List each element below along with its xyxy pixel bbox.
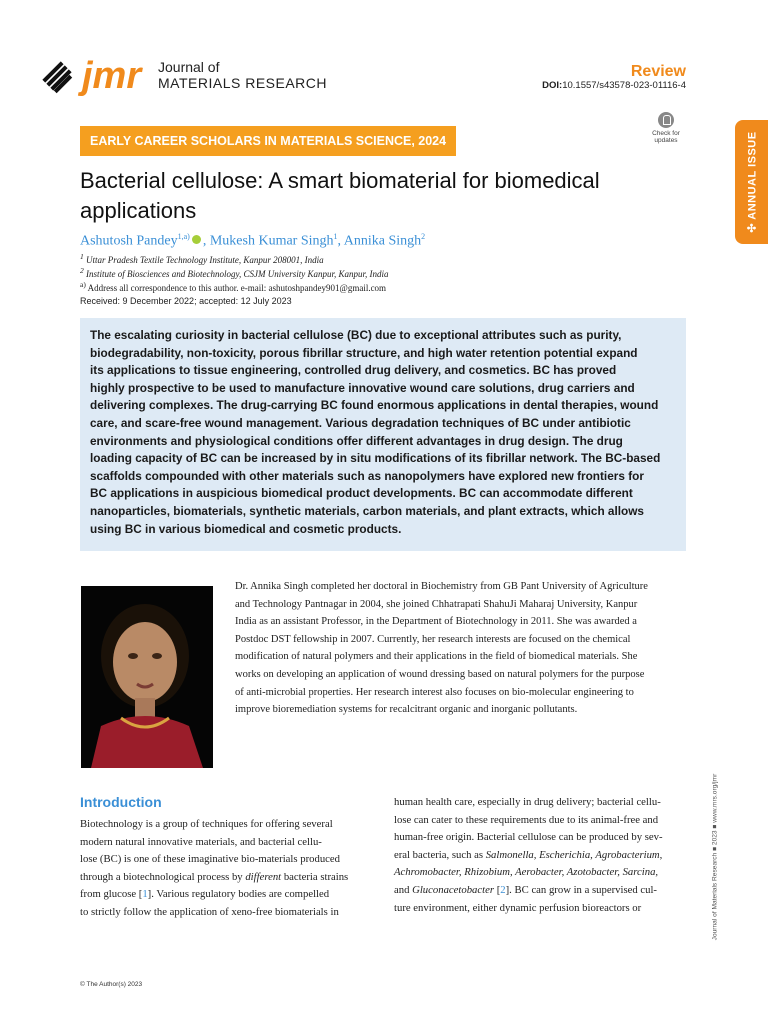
jmr-logo bbox=[38, 48, 158, 104]
author-name[interactable]: Mukesh Kumar Singh bbox=[209, 233, 334, 249]
bio-line: of anti-microbial properties. Her research interest also focuses on bio-molecular engineering to bbox=[235, 686, 634, 698]
author-list: Ashutosh Pandey$^{1,a)}$ , Mukesh Kumar Singh$^1$, Annika Singh$^2$ bbox=[80, 232, 426, 249]
body-line: Achromobacter, Rhizobium, Aerobacter, Azotobacter, Sarcina, bbox=[394, 866, 659, 879]
citation-link[interactable]: 2 bbox=[500, 883, 506, 896]
author-photo bbox=[81, 586, 213, 768]
bookmark-icon bbox=[658, 112, 674, 128]
copyright: © The Author(s) 2023 bbox=[80, 981, 143, 988]
journal-name-line2: MATERIALS RESEARCH bbox=[158, 75, 327, 91]
body-line: from glucose [1]. Various regulatory bodies are compelled bbox=[80, 888, 330, 901]
abstract-line: biodegradability, non-toxicity, porous fibrillar structure, and high water retention potential expand bbox=[90, 345, 638, 360]
check-for-updates-badge[interactable] bbox=[646, 112, 686, 148]
bio-line: Dr. Annika Singh completed her doctoral in Biochemistry from GB Pant University of Agriculture bbox=[235, 581, 648, 592]
affiliation: $^2$ Institute of Biosciences and Biotechnology, CSJM University Kanpur, Kanpur, India bbox=[80, 266, 389, 279]
side-journal-info bbox=[700, 752, 730, 962]
abstract-box bbox=[80, 318, 686, 551]
doi-value[interactable]: 10.1557/s43578-023-01116-4 bbox=[562, 80, 686, 91]
bio-line: and Technology Pantnagar in 2004, she joined Chhatrapati ShahuJi Maharaj University, Kanpur bbox=[235, 598, 638, 610]
abstract-line: environments and physiological conditions offer different advantages in drug design. The drug bbox=[90, 433, 623, 448]
bio-line: Postdoc DST fellowship in 2007. Currently, her research interests are focused on the chemical bbox=[235, 633, 631, 645]
abstract-line: highly prospective to be used to manufacture innovative wound care solutions, drug carriers and bbox=[90, 380, 635, 395]
affiliation: $^1$ Uttar Pradesh Textile Technology Institute, Kanpur 208001, India bbox=[80, 252, 324, 265]
received-dates: Received: 9 December 2022; accepted: 12 July 2023 bbox=[80, 296, 292, 306]
article-title bbox=[80, 166, 680, 226]
body-column-left bbox=[80, 816, 360, 922]
body-line: ture environment, either dynamic perfusion bioreactors or bbox=[394, 901, 642, 914]
body-column-right bbox=[394, 794, 686, 917]
author-name[interactable]: Annika Singh bbox=[343, 233, 422, 249]
abstract-line: scaffolds compounded with other materials such as nanopolymers have explored new frontiers for bbox=[90, 468, 644, 483]
author-bio bbox=[235, 578, 687, 719]
author-sup: 1,a) bbox=[177, 232, 190, 241]
check-badge-line2: updates bbox=[654, 137, 678, 144]
journal-name-line1: Journal of bbox=[158, 59, 220, 75]
bio-line: India as an assistant Professor, in the Department of Biotechnology in 2011. She was awarded a bbox=[235, 616, 637, 628]
abstract-line: BC applications in auspicious biomedical product developments. BC can accommodate different bbox=[90, 486, 633, 501]
body-line: through a biotechnological process by different bacteria strains bbox=[80, 870, 349, 883]
abstract-line: nanoparticles, biomaterials, synthetic materials, carbon materials, and plant extracts, which allows bbox=[90, 503, 644, 518]
abstract-line: using BC in various biomedical and cosmetic products. bbox=[90, 521, 402, 536]
title-line2: applications bbox=[80, 198, 197, 223]
side-journal-text: Journal of Materials Research ■ 2023 ■ www.mrs.org/jmr bbox=[711, 773, 719, 941]
body-line: and Gluconacetobacter [2]. BC can grow in a supervised cul- bbox=[394, 883, 657, 896]
correspondence: $^{a)}$ Address all correspondence to this author. e-mail: ashutoshpandey901@gmail.com bbox=[80, 280, 387, 293]
series-banner: EARLY CAREER SCHOLARS IN MATERIALS SCIENCE, 2024 bbox=[80, 126, 456, 156]
citation-link[interactable]: 1 bbox=[142, 888, 148, 901]
bio-line: modification of natural polymers and their applications in the field of biomedical materials. She bbox=[235, 651, 638, 663]
body-line: Biotechnology is a group of techniques for offering several bbox=[80, 818, 333, 830]
logo-text: jmr bbox=[82, 55, 142, 97]
body-line: lose (BC) is one of these imaginative bio-materials produced bbox=[80, 853, 340, 866]
body-line: human-free origin. Bacterial cellulose can be produced by sev- bbox=[394, 831, 663, 844]
orcid-icon[interactable] bbox=[192, 235, 201, 244]
doi[interactable] bbox=[542, 80, 686, 91]
abstract-line: The escalating curiosity in bacterial cellulose (BC) due to exceptional attributes such as purity, bbox=[90, 328, 622, 342]
author-sup: 2 bbox=[421, 232, 426, 241]
body-line: lose can cater to these requirements due to its animal-free and bbox=[394, 813, 659, 826]
article-type: Review bbox=[630, 63, 686, 80]
doi-label: DOI: bbox=[542, 80, 563, 91]
abstract-line: loading capacity of BC can be increased by in situ modifications of its fibrillar network. The BC-based bbox=[90, 451, 661, 466]
bio-line: works on developing an application of wound dressing based on natural polymers for the purpose bbox=[235, 668, 645, 680]
author-name[interactable]: Ashutosh Pandey bbox=[80, 233, 178, 249]
annual-issue-label: ANNUAL ISSUE bbox=[746, 131, 758, 220]
body-line: eral bacteria, such as Salmonella, Escherichia, Agrobacterium, bbox=[394, 848, 663, 861]
annual-issue-tab[interactable] bbox=[735, 120, 768, 244]
author-sup: 1 bbox=[333, 232, 338, 241]
abstract-line: delivering complexes. The drug-carrying BC found enormous applications in dental therapies, wound bbox=[90, 398, 659, 413]
bio-line: improve bioremediation systems for recalcitrant organic and inorganic pollutants. bbox=[235, 704, 578, 716]
body-line: to strictly follow the application of xeno-free biomaterials in bbox=[80, 905, 339, 918]
section-heading-introduction: Introduction bbox=[80, 794, 162, 810]
journal-name bbox=[158, 59, 327, 91]
crosshair-icon: ✣ bbox=[746, 219, 758, 233]
body-line: human health care, especially in drug delivery; bacterial cellu- bbox=[394, 796, 661, 808]
abstract-line: its applications to tissue engineering, controlled drug delivery, and cosmetics. BC has proved bbox=[90, 363, 617, 378]
body-line: modern natural innovative materials, and bacterial cellu- bbox=[80, 835, 322, 848]
abstract-line: care, and scare-free wound management. Various degradation techniques of BC under antibiotic bbox=[90, 415, 631, 430]
title-line1: Bacterial cellulose: A smart biomaterial for biomedical bbox=[80, 168, 600, 193]
check-badge-line1: Check for bbox=[652, 130, 680, 137]
